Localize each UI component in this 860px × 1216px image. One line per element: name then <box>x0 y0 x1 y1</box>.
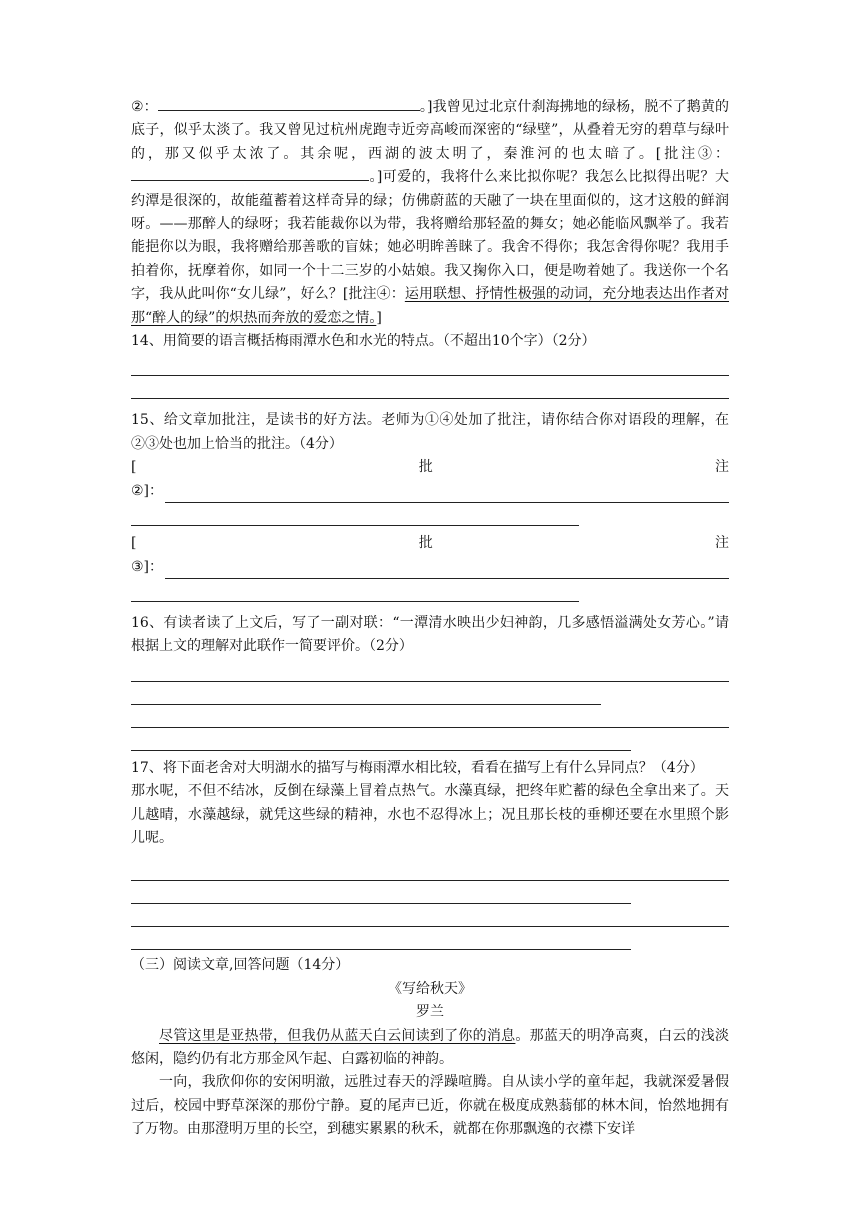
passage-text-2: 。]可爱的，我将什么来比拟你呢？我怎么比拟得出呢？大约潭是很深的，故能蕴蓄着这样奇异的绿；仿佛蔚蓝的天融了一块在里面似的，这才这般的鲜润呀。——那醉人的绿呀；我若能裁你以为带，我将赠给那轻盈的舞女；她必能临风飘举了。我若能挹你以为眼，我将赠给那善歌的盲妹；她必明眸善睐了。我舍不得你；我怎舍得你呢？我用手拍着你，抚摩着你，如同一个十二三岁的小姑娘。我又掬你入口，便是吻着她了。我送你一个名字，我从此叫你“女儿绿”，好么？[批注④： <box>131 169 729 303</box>
article-author: 罗兰 <box>416 1004 444 1021</box>
annotation-word: 注 <box>715 459 729 476</box>
question-16: 16、有读者读了上文后，写了一副对联：“一潭清水映出少妇神韵，几多感悟溢满处女芳心。”请根据上文的理解对此联作一简要评价。（2分） <box>131 614 729 655</box>
article-title: 《写给秋天》 <box>388 980 472 997</box>
answer-line[interactable] <box>131 353 729 376</box>
answer-line[interactable] <box>165 484 729 503</box>
answer-line[interactable] <box>165 560 729 579</box>
annotation-word: 批 <box>418 535 433 552</box>
annotation-2-blank[interactable] <box>158 96 420 111</box>
q15-answer-3-row <box>131 556 729 579</box>
answer-line[interactable] <box>131 376 729 399</box>
annotation-3-tag: ③]： <box>131 558 164 575</box>
annotation-3-blank[interactable] <box>131 166 369 181</box>
annotation-2-label: ②： <box>131 99 158 115</box>
answer-line[interactable] <box>131 904 729 927</box>
answer-line[interactable] <box>131 728 631 751</box>
annotation-2-tag: ②]： <box>131 482 164 499</box>
bracket-open: [ <box>131 459 137 476</box>
article-paragraph-1 <box>131 1025 729 1072</box>
question-17: 17、将下面老舍对大明湖水的描写与梅雨潭水相比较，看看在描写上有什么异同点？（4分） <box>131 759 704 776</box>
answer-line[interactable] <box>131 682 601 705</box>
paragraph-text: 。那蓝天的明净高爽，白云的浅淡悠闲，隐约仍有北方那金风乍起、白露初临的神韵。 <box>131 1027 730 1067</box>
question-14: 14、用简要的语言概括梅雨潭水色和水光的特点。（不超出10个字）（2分） <box>131 333 596 350</box>
annotation-word: 批 <box>418 459 433 476</box>
answer-line[interactable] <box>131 579 579 602</box>
answer-line[interactable] <box>131 927 631 950</box>
annotation-4-text: 运用联想、抒情性极强的动词，充分地表达出作者对那“醉人的绿”的炽热而奔放的爱恋之情。 <box>131 286 730 326</box>
answer-line[interactable] <box>131 659 729 682</box>
section-3-heading: （三）阅读文章,回答问题（14分） <box>131 957 350 974</box>
exam-page <box>131 96 729 1142</box>
underlined-sentence: 尽管这里是亚热带，但我仍从蓝天白云间读到了你的消息 <box>159 1027 516 1044</box>
question-15: 15、给文章加批注，是读书的好方法。老师为①④处加了批注，请你结合你对语段的理解，在②③处也加上恰当的批注。（4分） <box>131 412 729 452</box>
bracket-open: [ <box>131 535 137 552</box>
article-paragraph-2: 一向，我欣仰你的安闲明澈，远胜过春天的浮躁喧腾。自从读小学的童年起，我就深爱暑假过后，校园中野草深深的那份宁静。夏的尾声已近，你就在极度成熟蓊郁的林木间，怡然地拥有了万物。由那澄明万里的长空，到穗实累累的秋禾，就都在你那飘逸的衣襟下安详 <box>131 1074 729 1138</box>
passage-paragraph <box>131 96 729 330</box>
answer-line[interactable] <box>131 881 631 904</box>
answer-line[interactable] <box>131 503 579 526</box>
passage-text-1: 。]我曾见过北京什刹海拂地的绿杨，脱不了鹅黄的底子，似乎太淡了。我又曾见过杭州虎跑寺近旁高峻而深密的“绿壁”，从叠着无穷的碧草与绿叶的，那又似乎太浓了。其余呢，西湖的波太明了，秦淮河的也太暗了。[批注③： <box>131 99 729 162</box>
answer-line[interactable] <box>131 705 729 728</box>
q17-quote: 那水呢，不但不结冰，反倒在绿藻上冒着点热气。水藻真绿，把终年贮蓄的绿色全拿出来了。天儿越晴，水藻越绿，就凭这些绿的精神，水也不忍得冰上；况且那长枝的垂柳还要在水里照个影儿呢。 <box>131 783 729 846</box>
q15-answer-2-head <box>131 456 729 479</box>
q15-answer-2-row <box>131 480 729 503</box>
annotation-4-close: ] <box>376 309 382 326</box>
annotation-word: 注 <box>715 535 729 552</box>
q15-answer-3-head <box>131 532 729 555</box>
answer-line[interactable] <box>131 858 729 881</box>
